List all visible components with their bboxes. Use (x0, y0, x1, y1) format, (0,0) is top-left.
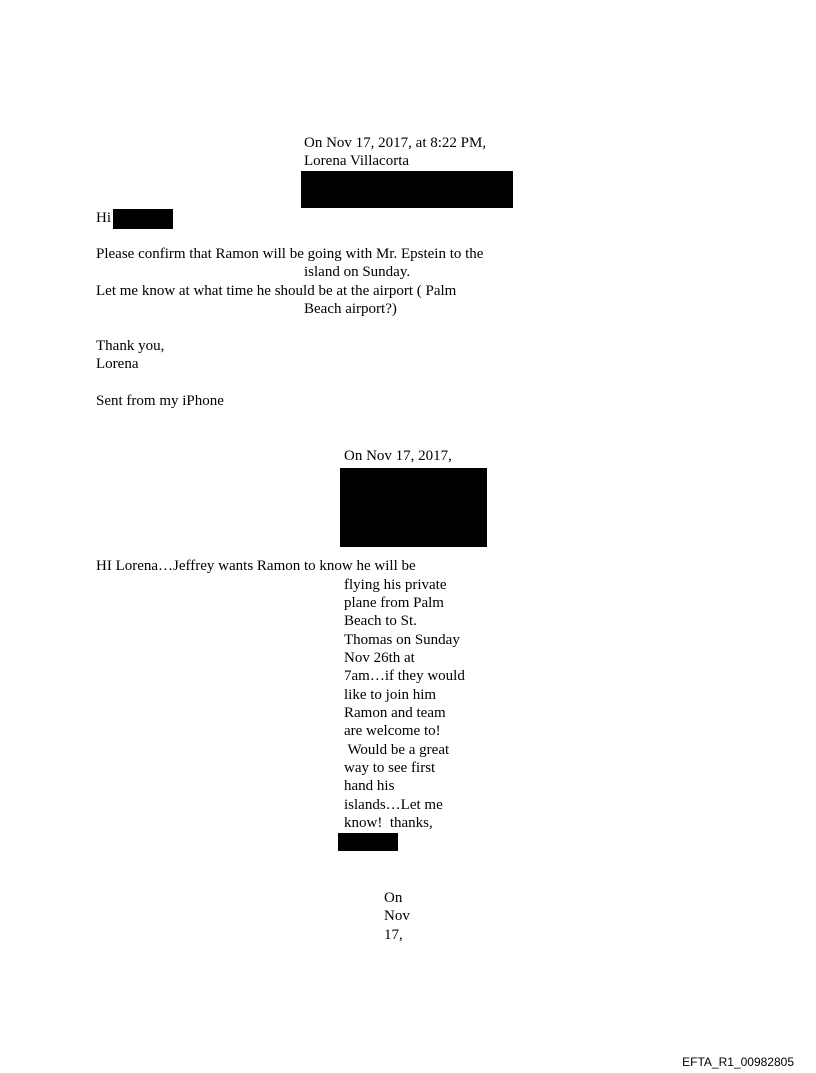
quote2-line: Nov 26th at (344, 650, 415, 666)
quote2-line: Ramon and team (344, 705, 446, 721)
quote2-header: On Nov 17, 2017, (344, 448, 452, 464)
quote3-line: On (384, 890, 403, 906)
quote2-line: hand his (344, 778, 395, 794)
quote2-line: like to join him (344, 687, 437, 703)
signoff-name: Lorena (96, 356, 139, 372)
quote-header-date: On Nov 17, 2017, at 8:22 PM, (304, 135, 487, 151)
quote3-line: Nov (384, 908, 410, 924)
redaction-quote2-sender (340, 468, 487, 547)
redaction-signature (338, 833, 398, 851)
quote2-line: islands…Let me (344, 797, 443, 813)
message-line: Let me know at what time he should be at the airport ( Palm (96, 283, 457, 299)
quote2-line: Beach to St. (344, 613, 417, 629)
quote2-line: flying his private (344, 577, 447, 593)
quote2-line: way to see first (344, 760, 436, 776)
quote2-first-line: HI Lorena…Jeffrey wants Ramon to know he will be (96, 558, 416, 574)
message-line: Please confirm that Ramon will be going with Mr. Epstein to the (96, 246, 484, 262)
document-id: EFTA_R1_00982805 (682, 1055, 794, 1069)
quote3-line: 17, (384, 927, 403, 943)
signoff-text: Thank you, (96, 338, 165, 354)
sent-from-text: Sent from my iPhone (96, 393, 224, 409)
quote2-line: Thomas on Sunday (344, 632, 460, 648)
quote2-line: know! thanks, (344, 815, 433, 831)
message-line: island on Sunday. (304, 264, 411, 280)
message-line: Beach airport?) (304, 301, 397, 317)
quote2-line: Would be a great (344, 742, 450, 758)
quote2-line: 7am…if they would (344, 668, 465, 684)
redaction-recipient-name (113, 209, 173, 229)
greeting-text: Hi (96, 210, 111, 226)
quote2-line: are welcome to! (344, 723, 441, 739)
quote2-line: plane from Palm (344, 595, 444, 611)
redaction-sender-email (301, 171, 513, 208)
quote-header-sender: Lorena Villacorta (304, 153, 410, 169)
